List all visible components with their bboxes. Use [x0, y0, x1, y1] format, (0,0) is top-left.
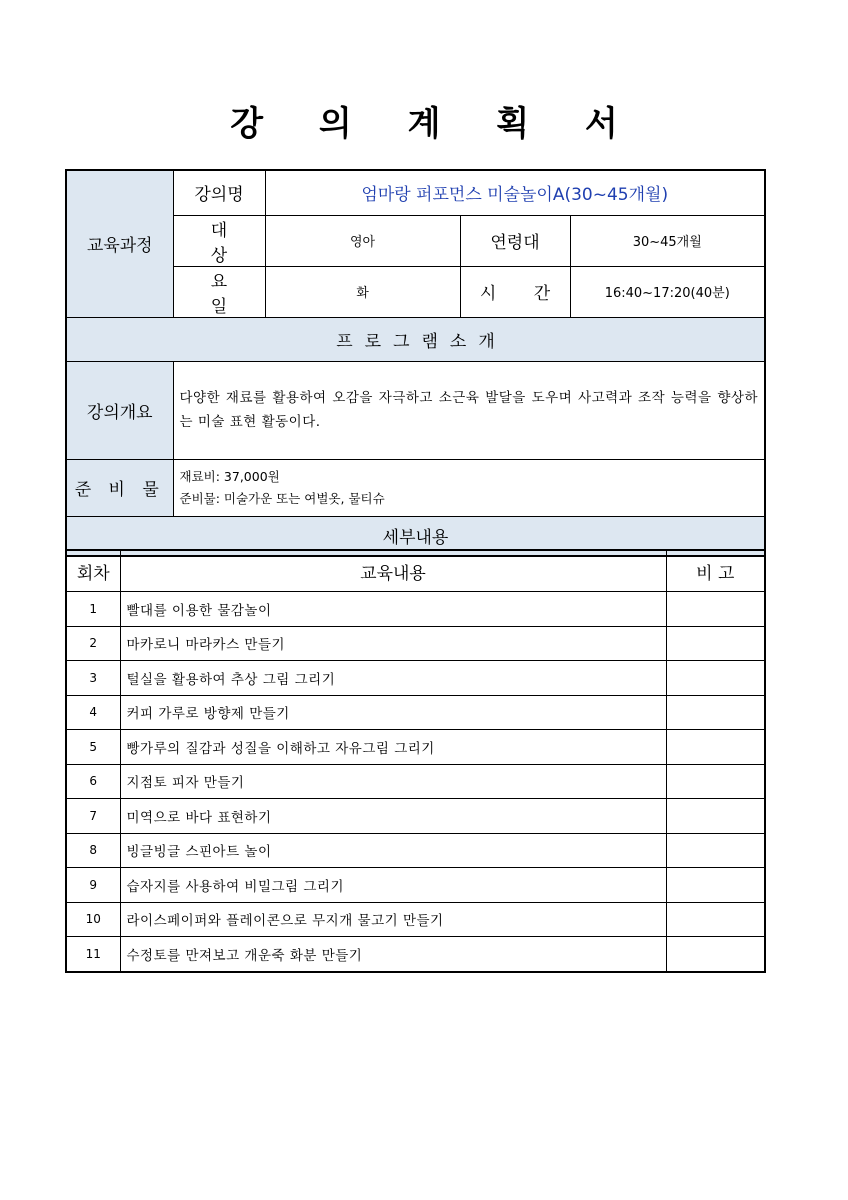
- table-row: [66, 695, 765, 730]
- prep-label: 준 비 물: [66, 459, 173, 516]
- row-content: 라이스페이퍼와 플레이콘으로 무지개 물고기 만들기: [120, 902, 666, 937]
- row-content: 빙글빙글 스핀아트 놀이: [120, 833, 666, 868]
- course-name-value: 엄마랑 퍼포먼스 미술놀이A(30~45개월): [265, 170, 765, 215]
- row-number: 5: [66, 730, 120, 765]
- row-note: [666, 764, 765, 799]
- row-number: 4: [66, 695, 120, 730]
- row-number: 11: [66, 937, 120, 972]
- row-note: [666, 695, 765, 730]
- table-row: [66, 799, 765, 834]
- row-note: [666, 626, 765, 661]
- row-content: 습자지를 사용하여 비밀그림 그리기: [120, 868, 666, 903]
- program-heading: 프로그램소개: [66, 317, 765, 361]
- col-header-note: 비 고: [666, 550, 765, 592]
- row-content: 수정토를 만져보고 개운죽 화분 만들기: [120, 937, 666, 972]
- section-label-course: 교육과정: [66, 170, 173, 317]
- table-row: [66, 626, 765, 661]
- row-number: 7: [66, 799, 120, 834]
- age-label: 연령대: [460, 215, 570, 266]
- table-row: [66, 592, 765, 627]
- overview-text: 다양한 재료를 활용하여 오감을 자극하고 소근육 발달을 도우며 사고력과 조작 능력을 향상하는 미술 표현 활동이다.: [173, 361, 765, 459]
- prep-line-fee: 재료비: 37,000원: [179, 468, 280, 484]
- course-info-table: [65, 169, 766, 557]
- row-note: [666, 799, 765, 834]
- row-content: 털실을 활용하여 추상 그림 그리기: [120, 661, 666, 696]
- row-note: [666, 592, 765, 627]
- overview-label: 강의개요: [66, 361, 173, 459]
- table-row: [66, 764, 765, 799]
- row-note: [666, 833, 765, 868]
- time-value: 16:40~17:20(40분): [570, 266, 765, 317]
- col-header-content: 교육내용: [120, 550, 666, 592]
- time-label: 시 간: [460, 266, 570, 317]
- age-value: 30~45개월: [570, 215, 765, 266]
- row-content: 마카로니 마라카스 만들기: [120, 626, 666, 661]
- row-content: 지점토 피자 만들기: [120, 764, 666, 799]
- row-number: 2: [66, 626, 120, 661]
- table-row: [66, 902, 765, 937]
- course-name-label: 강의명: [173, 170, 265, 215]
- row-note: [666, 937, 765, 972]
- detail-heading: 세부내용: [66, 516, 765, 556]
- row-number: 9: [66, 868, 120, 903]
- day-value: 화: [265, 266, 460, 317]
- row-number: 8: [66, 833, 120, 868]
- row-note: [666, 661, 765, 696]
- table-row: [66, 661, 765, 696]
- row-number: 3: [66, 661, 120, 696]
- document-title: 강 의 계 획 서: [230, 104, 640, 144]
- row-content: 커피 가루로 방향제 만들기: [120, 695, 666, 730]
- row-content: 빨대를 이용한 물감놀이: [120, 592, 666, 627]
- row-note: [666, 868, 765, 903]
- table-row: [66, 868, 765, 903]
- day-label: 요 일: [173, 266, 265, 317]
- detail-table: [65, 549, 766, 973]
- row-note: [666, 902, 765, 937]
- col-header-round: 회차: [66, 550, 120, 592]
- table-row: [66, 833, 765, 868]
- row-content: 미역으로 바다 표현하기: [120, 799, 666, 834]
- row-content: 빵가루의 질감과 성질을 이해하고 자유그림 그리기: [120, 730, 666, 765]
- prep-details: [173, 459, 765, 516]
- table-row: [66, 730, 765, 765]
- row-note: [666, 730, 765, 765]
- target-value: 영아: [265, 215, 460, 266]
- row-number: 1: [66, 592, 120, 627]
- row-number: 10: [66, 902, 120, 937]
- target-label: 대 상: [173, 215, 265, 266]
- prep-line-items: 준비물: 미술가운 또는 여벌옷, 물티슈: [179, 490, 385, 506]
- table-row: [66, 937, 765, 972]
- row-number: 6: [66, 764, 120, 799]
